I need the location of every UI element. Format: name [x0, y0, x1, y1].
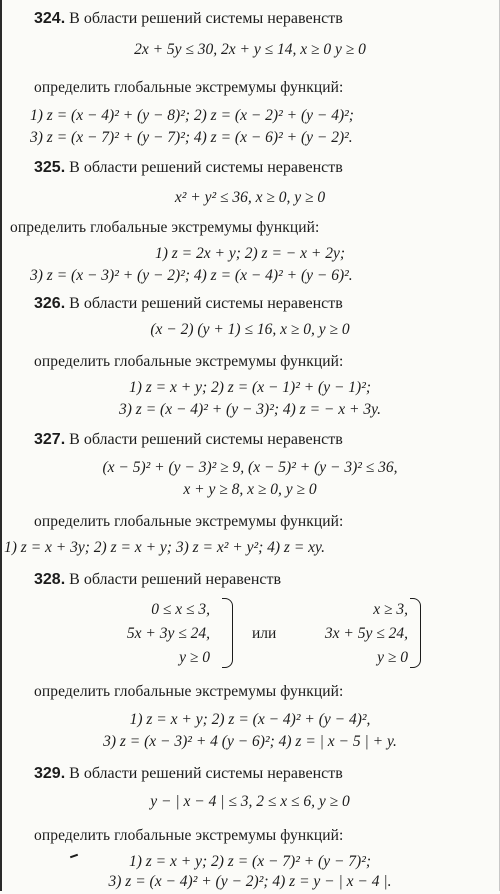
problem-326-functions-row1: 1) z = x + y; 2) z = (x − 1)² + (y − 1)²; — [128, 379, 372, 396]
problem-324-functions-row1: 1) z = (x − 4)² + (y − 8)²; 2) z = (x − 2)² + (y − 4)²; — [30, 107, 354, 124]
problem-328-functions-row1: 1) z = x + y; 2) z = (x − 4)² + (y − 4)², — [129, 711, 371, 728]
problem-327-system-line1: (x − 5)² + (y − 3)² ≥ 9, (x − 5)² + (y − 3)² ≤ 36, — [102, 459, 398, 476]
left-system — [90, 598, 210, 670]
problem-328-functions-row2: 3) z = (x − 3)² + 4 (y − 6)²; 4) z = | x − 5 | + y. — [103, 733, 397, 750]
heading-text: В области решений системы неравенств — [65, 159, 343, 176]
problem-329-heading — [0, 762, 500, 786]
problem-number: 328. — [34, 571, 66, 588]
right-system — [288, 598, 408, 670]
problem-number: 324. — [34, 10, 66, 27]
right-system-line3: y ≥ 0 — [377, 649, 408, 666]
problem-326-system: (x − 2) (y + 1) ≤ 16, x ≥ 0, y ≥ 0 — [150, 321, 350, 338]
problem-329-system: y − | x − 4 | ≤ 3, 2 ≤ x ≤ 6, y ≥ 0 — [150, 793, 350, 810]
left-system-line3: y ≥ 0 — [179, 649, 210, 666]
problem-326-heading — [0, 292, 500, 316]
problem-325-system: x² + y² ≤ 36, x ≥ 0, y ≥ 0 — [174, 189, 326, 206]
problem-328-heading — [0, 568, 500, 592]
problem-324-system: 2x + 5y ≤ 30, 2x + y ≤ 14, x ≥ 0 y ≥ 0 — [134, 41, 366, 58]
problem-327-instruction: определить глобальные экстремумы функций: — [34, 513, 344, 530]
left-system-line2: 5x + 3y ≤ 24, — [126, 625, 210, 642]
problem-325-heading — [0, 156, 500, 180]
left-brace — [222, 598, 233, 668]
problem-325-functions-row1: 1) z = 2x + y; 2) z = − x + 2y; — [154, 245, 346, 262]
problem-number: 325. — [34, 159, 66, 176]
right-system-line1: x ≥ 3, — [373, 601, 408, 618]
problem-327-system-line2: x + y ≥ 8, x ≥ 0, y ≥ 0 — [183, 481, 317, 498]
problem-326-functions-row2: 3) z = (x − 4)² + (y − 3)²; 4) z = − x + 3y. — [119, 401, 381, 418]
problem-327-functions-row1: 1) z = x + 3y; 2) z = x + y; 3) z = x² + y²; 4) z = xy. — [4, 539, 325, 556]
problem-325-instruction: определить глобальные экстремумы функций: — [10, 219, 320, 236]
problem-328-instruction: определить глобальные экстремумы функций: — [34, 683, 344, 700]
problem-329-functions-row2: 3) z = (x − 4)² + (y − 2)²; 4) z = y − | x − 4 |. — [108, 873, 392, 890]
heading-text: В области решений системы неравенств — [65, 10, 343, 27]
problem-324-instruction: определить глобальные экстремумы функций: — [34, 79, 344, 96]
problem-324-heading — [0, 7, 500, 31]
left-system-line1: 0 ≤ x ≤ 3, — [151, 601, 210, 618]
problem-number: 327. — [34, 431, 66, 448]
or-word: или — [252, 625, 277, 642]
problem-328-systems — [0, 598, 500, 670]
heading-text: В области решений системы неравенств — [65, 295, 343, 312]
problem-number: 329. — [34, 765, 66, 782]
right-brace — [410, 598, 421, 668]
heading-text: В области решений системы неравенств — [65, 431, 343, 448]
problem-number: 326. — [34, 295, 66, 312]
problem-326-instruction: определить глобальные экстремумы функций: — [34, 353, 344, 370]
heading-text: В области решений неравенств — [65, 571, 282, 588]
problem-327-heading — [0, 428, 500, 452]
problem-329-instruction: определить глобальные экстремумы функций: — [34, 827, 344, 844]
problem-325-functions-row2: 3) z = (x − 3)² + (y − 2)²; 4) z = (x − 4)² + (y − 6)². — [30, 267, 353, 284]
problem-324-functions-row2: 3) z = (x − 7)² + (y − 7)²; 4) z = (x − 6)² + (y − 2)². — [30, 129, 353, 146]
problem-329-functions-row1: 1) z = x + y; 2) z = (x − 7)² + (y − 7)²; — [128, 853, 372, 870]
heading-text: В области решений системы неравенств — [65, 765, 343, 782]
right-system-line2: 3x + 5y ≤ 24, — [324, 625, 408, 642]
